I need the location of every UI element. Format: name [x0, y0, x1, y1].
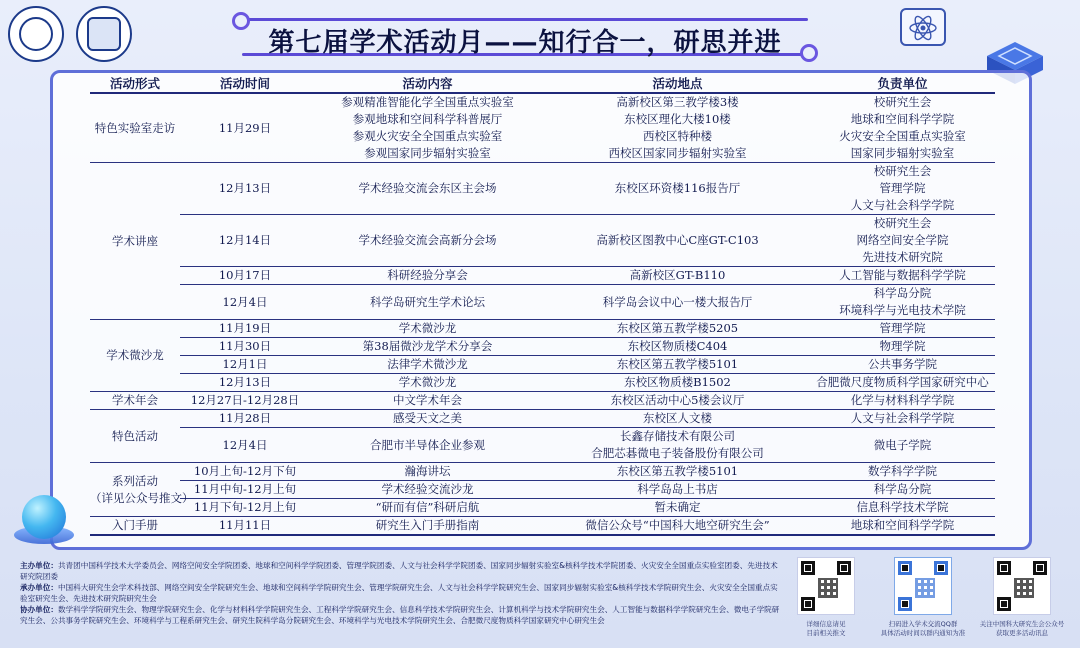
activity-place: 暂未确定	[545, 499, 810, 517]
table-row	[90, 374, 995, 392]
schedule-table	[90, 74, 995, 536]
table-row	[90, 463, 995, 481]
activity-time: 12月4日	[180, 428, 310, 463]
activity-place: 长鑫存储技术有限公司 合肥芯碁微电子装备股份有限公司	[545, 428, 810, 463]
qr-code-qq-group[interactable]	[894, 557, 952, 615]
table-header-row	[90, 74, 995, 93]
activity-time: 12月13日	[180, 374, 310, 392]
activity-content: 合肥市半导体企业参观	[310, 428, 545, 463]
activity-form: 入门手册	[90, 517, 180, 536]
responsible-unit: 校研究生会 地球和空间科学学院 火灾安全全国重点实验室 国家同步辐射实验室	[839, 95, 966, 160]
responsible-unit: 科学岛分院	[810, 481, 995, 499]
activity-content: 学术微沙龙	[310, 374, 545, 392]
responsible-unit: 校研究生会 管理学院 人文与社会科学学院	[810, 163, 995, 215]
activity-content: 学术经验交流沙龙	[310, 481, 545, 499]
activity-time: 11月11日	[180, 517, 310, 536]
activity-time: 11月中旬-12月上旬	[180, 481, 310, 499]
table-row	[90, 410, 995, 428]
activity-place: 东校区第五教学楼5101	[545, 463, 810, 481]
activity-place: 东校区物质楼B1502	[545, 374, 810, 392]
responsible-unit: 人工智能与数据科学学院	[810, 267, 995, 285]
co-organizers: 协办单位：数学科学学院研究生会、物理学院研究生会、化学与材料科学学院研究生会、工程科学学院研究生会、信息科学技术学院研究生会、计算机科学与技术学院研究生会、人工智能与数据科学学院研究生会、微电子学院研究生会、公共事务学院研究生会、环境科学与工程系研究生会、研究生院科学岛分院研究生会、环境科学与光电技术学院研究生会、合肥微尺度物质科学国家研究中心研究生会	[20, 605, 780, 625]
activity-content: 感受天文之美	[310, 410, 545, 428]
activity-form: 学术年会	[90, 392, 180, 410]
undertaking-organizers: 承办单位：中国科大研究生会学术科技部、网络空间安全学院研究生会、地球和空间科学学院研究生会、管理学院研究生会、人文与社会科学学院研究生会、国家同步辐射实验室&核科学技术学院研究生会、火灾安全全国重点实验室研究生会、先进技术研究院研究生会	[20, 583, 778, 603]
responsible-unit: 微电子学院	[810, 428, 995, 463]
qr-code-details[interactable]	[797, 557, 855, 615]
responsible-unit: 信息科学技术学院	[810, 499, 995, 517]
activity-content: 学术经验交流会高新分会场	[310, 215, 545, 267]
qr-caption: 详细信息请见 目前相关推文	[806, 620, 846, 637]
table-row	[90, 392, 995, 410]
table-row	[90, 338, 995, 356]
activity-place: 高新校区GT-B110	[545, 267, 810, 285]
responsible-unit: 地球和空间科学学院	[810, 517, 995, 536]
activity-time: 11月下旬-12月上旬	[180, 499, 310, 517]
organizers-footer	[20, 560, 780, 626]
activity-time: 12月4日	[180, 285, 310, 320]
column-header: 活动地点	[545, 74, 810, 93]
activity-place: 科学岛岛上书店	[545, 481, 810, 499]
activity-time: 12月14日	[180, 215, 310, 267]
activity-place: 微信公众号“中国科大地空研究生会”	[545, 517, 810, 536]
qr-code-official-account[interactable]	[993, 557, 1051, 615]
activity-form: 学术微沙龙	[90, 320, 180, 392]
activity-form: 学术讲座	[90, 163, 180, 320]
activity-month-logo	[892, 6, 954, 60]
responsible-unit: 公共事务学院	[810, 356, 995, 374]
activity-content: 研究生入门手册指南	[310, 517, 545, 536]
header	[0, 0, 1080, 70]
table-row	[90, 320, 995, 338]
page-title-banner	[232, 14, 818, 60]
activity-content: 学术经验交流会东区主会场	[310, 163, 545, 215]
responsible-unit: 管理学院	[810, 320, 995, 338]
activity-content: 法律学术微沙龙	[310, 356, 545, 374]
activity-time: 11月30日	[180, 338, 310, 356]
column-header: 负责单位	[810, 74, 995, 93]
activity-time: 11月29日	[218, 120, 272, 135]
activity-place: 高新校区图教中心C座GT-C103	[545, 215, 810, 267]
activity-form: 特色活动	[90, 410, 180, 463]
responsible-unit: 校研究生会 网络空间安全学院 先进技术研究院	[810, 215, 995, 267]
activity-form: 系列活动 （详见公众号推文）	[90, 463, 180, 517]
decorative-sphere-icon	[22, 495, 66, 539]
activity-content: “研而有信”科研启航	[310, 499, 545, 517]
column-header: 活动内容	[310, 74, 545, 93]
table-row	[90, 267, 995, 285]
responsible-unit: 物理学院	[810, 338, 995, 356]
table-row	[90, 356, 995, 374]
activity-content: 学术微沙龙	[310, 320, 545, 338]
table-row	[90, 481, 995, 499]
responsible-unit: 人文与社会科学学院	[810, 410, 995, 428]
activity-place: 高新校区第三教学楼3楼 东校区理化大楼10楼 西校区特种楼 西校区国家同步辐射实验室	[608, 95, 747, 160]
activity-content: 中文学术年会	[310, 392, 545, 410]
responsible-unit: 数学科学学院	[810, 463, 995, 481]
student-union-logo	[76, 6, 132, 62]
activity-time: 12月27日-12月28日	[180, 392, 310, 410]
column-header: 活动时间	[180, 74, 310, 93]
activity-place: 东校区物质楼C404	[545, 338, 810, 356]
table-row	[90, 215, 995, 267]
activity-place: 东校区人文楼	[545, 410, 810, 428]
activity-time: 12月1日	[180, 356, 310, 374]
responsible-unit: 化学与材料科学学院	[810, 392, 995, 410]
qr-caption: 扫码进入学术交流QQ群 具体活动时间以群内通知为准	[880, 620, 966, 637]
activity-time: 12月13日	[180, 163, 310, 215]
table-row	[90, 499, 995, 517]
activity-place: 东校区第五教学楼5101	[545, 356, 810, 374]
activity-time: 10月上旬-12月下旬	[180, 463, 310, 481]
table-row	[90, 517, 995, 536]
column-header: 活动形式	[90, 74, 180, 93]
qr-caption: 关注中国科大研究生会公众号 获取更多活动讯息	[979, 620, 1065, 637]
activity-content: 科研经验分享会	[310, 267, 545, 285]
table-row	[90, 163, 995, 215]
table-row	[90, 428, 995, 463]
host-organizers: 主办单位：共青团中国科学技术大学委员会、网络空间安全学院团委、地球和空间科学学院团委、管理学院团委、人文与社会科学学院团委、国家同步辐射实验室&核科学技术学院团委、火灾安全全国重点实验室团委、先进技术研究院团委	[20, 561, 778, 581]
university-logo	[8, 6, 64, 62]
page-title: 第七届学术活动月——知行合一，研思并进	[268, 28, 782, 58]
activity-time: 10月17日	[180, 267, 310, 285]
activity-form: 特色实验室走访	[94, 120, 176, 135]
activity-content: 参观精准智能化学全国重点实验室 参观地球和空间科学科普展厅 参观火灾安全全国重点实验室 参观国家同步辐射实验室	[341, 95, 514, 160]
responsible-unit: 科学岛分院 环境科学与光电技术学院	[810, 285, 995, 320]
table-row	[90, 93, 995, 163]
activity-time: 11月28日	[180, 410, 310, 428]
activity-place: 科学岛会议中心一楼大报告厅	[545, 285, 810, 320]
activity-content: 瀚海讲坛	[310, 463, 545, 481]
activity-time: 11月19日	[180, 320, 310, 338]
table-row	[90, 285, 995, 320]
activity-content: 第38届微沙龙学术分享会	[310, 338, 545, 356]
activity-place: 东校区第五教学楼5205	[545, 320, 810, 338]
activity-place: 东校区活动中心5楼会议厅	[545, 392, 810, 410]
responsible-unit: 合肥微尺度物质科学国家研究中心	[810, 374, 995, 392]
activity-content: 科学岛研究生学术论坛	[310, 285, 545, 320]
activity-place: 东校区环资楼116报告厅	[545, 163, 810, 215]
